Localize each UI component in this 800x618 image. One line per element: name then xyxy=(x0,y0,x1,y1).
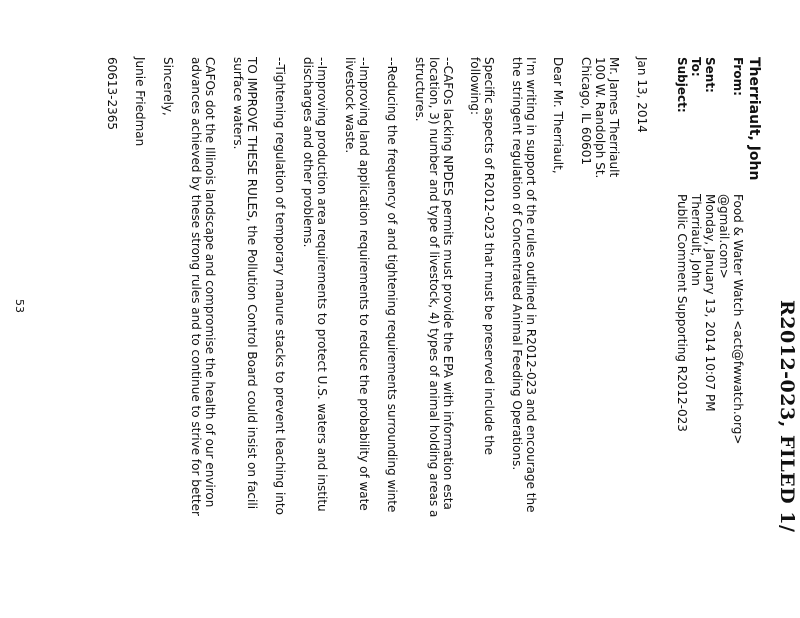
from-label: From: xyxy=(731,57,745,96)
sent-value: Monday, January 13, 2014 10:07 PM xyxy=(703,194,717,412)
closing-line: advances achieved by these strong rules and to continue to strive for better xyxy=(189,57,203,516)
salutation: Dear Mr. Therriault, xyxy=(551,57,565,174)
page-number: 53 xyxy=(13,299,26,313)
signer-zip: 60613-2365 xyxy=(105,57,119,131)
recipient-city: Chicago, IL 60601 xyxy=(579,57,593,166)
subject-label: Subject: xyxy=(675,57,689,113)
recipient-name: Mr. James Therriault xyxy=(607,57,621,178)
from-value: Food & Water Watch <act@fwwatch.org> xyxy=(731,194,745,445)
specific-aspects-line: Specific aspects of R2012-023 that must be preserved include the xyxy=(482,57,496,456)
improve-line: surface waters. xyxy=(231,57,245,150)
bullet-line: --Reducing the frequency of and tightening requirements surrounding winte xyxy=(385,57,399,513)
signer-name: Junie Friedman xyxy=(133,57,147,147)
recipient-street: 100 W. Randolph St. xyxy=(593,57,607,179)
bullet-line: --Improving production area requirements to protect U.S. waters and institu xyxy=(315,57,329,512)
from-value-email: @gmail.com> xyxy=(717,194,731,279)
bullet-line: location, 3) number and type of livestock, 4) types of animal holding areas a xyxy=(427,57,441,518)
filing-stamp: R2012-023, FILED 1/ xyxy=(776,300,798,533)
improve-line: TO IMPROVE THESE RULES, the Pollution Control Board could insist on facili xyxy=(245,57,259,510)
bullet-line: livestock waste. xyxy=(343,57,357,154)
bullet-line: --Improving land application requirements to reduce the probability of wate xyxy=(357,57,371,511)
sent-label: Sent: xyxy=(703,57,717,93)
bullet-line: --Tightening regulation of temporary manure stacks to prevent leaching into xyxy=(273,57,287,515)
specific-aspects-line: following: xyxy=(468,57,482,115)
letter-date: Jan 13, 2014 xyxy=(635,57,649,133)
subject-value: Public Comment Supporting R2012-023 xyxy=(675,194,689,432)
intro-line: the stringent regulation of Concentrated Animal Feeding Operations. xyxy=(510,57,524,471)
intro-line: I'm writing in support of the rules outlined in R2012-023 and encourage the xyxy=(524,57,538,513)
sender-name: Therriault, John xyxy=(746,57,762,181)
bullet-line: --CAFOs lacking NPDES permits must provide the EPA with information esta xyxy=(441,57,455,510)
to-label: To: xyxy=(689,57,703,77)
closing-line: CAFOs dot the Illinois landscape and compromise the health of our environ xyxy=(203,57,217,508)
signoff: Sincerely, xyxy=(161,57,175,116)
bullet-line: structures. xyxy=(413,57,427,122)
to-value: Therriault, John xyxy=(689,194,703,287)
bullet-line: discharges and other problems. xyxy=(301,57,315,248)
